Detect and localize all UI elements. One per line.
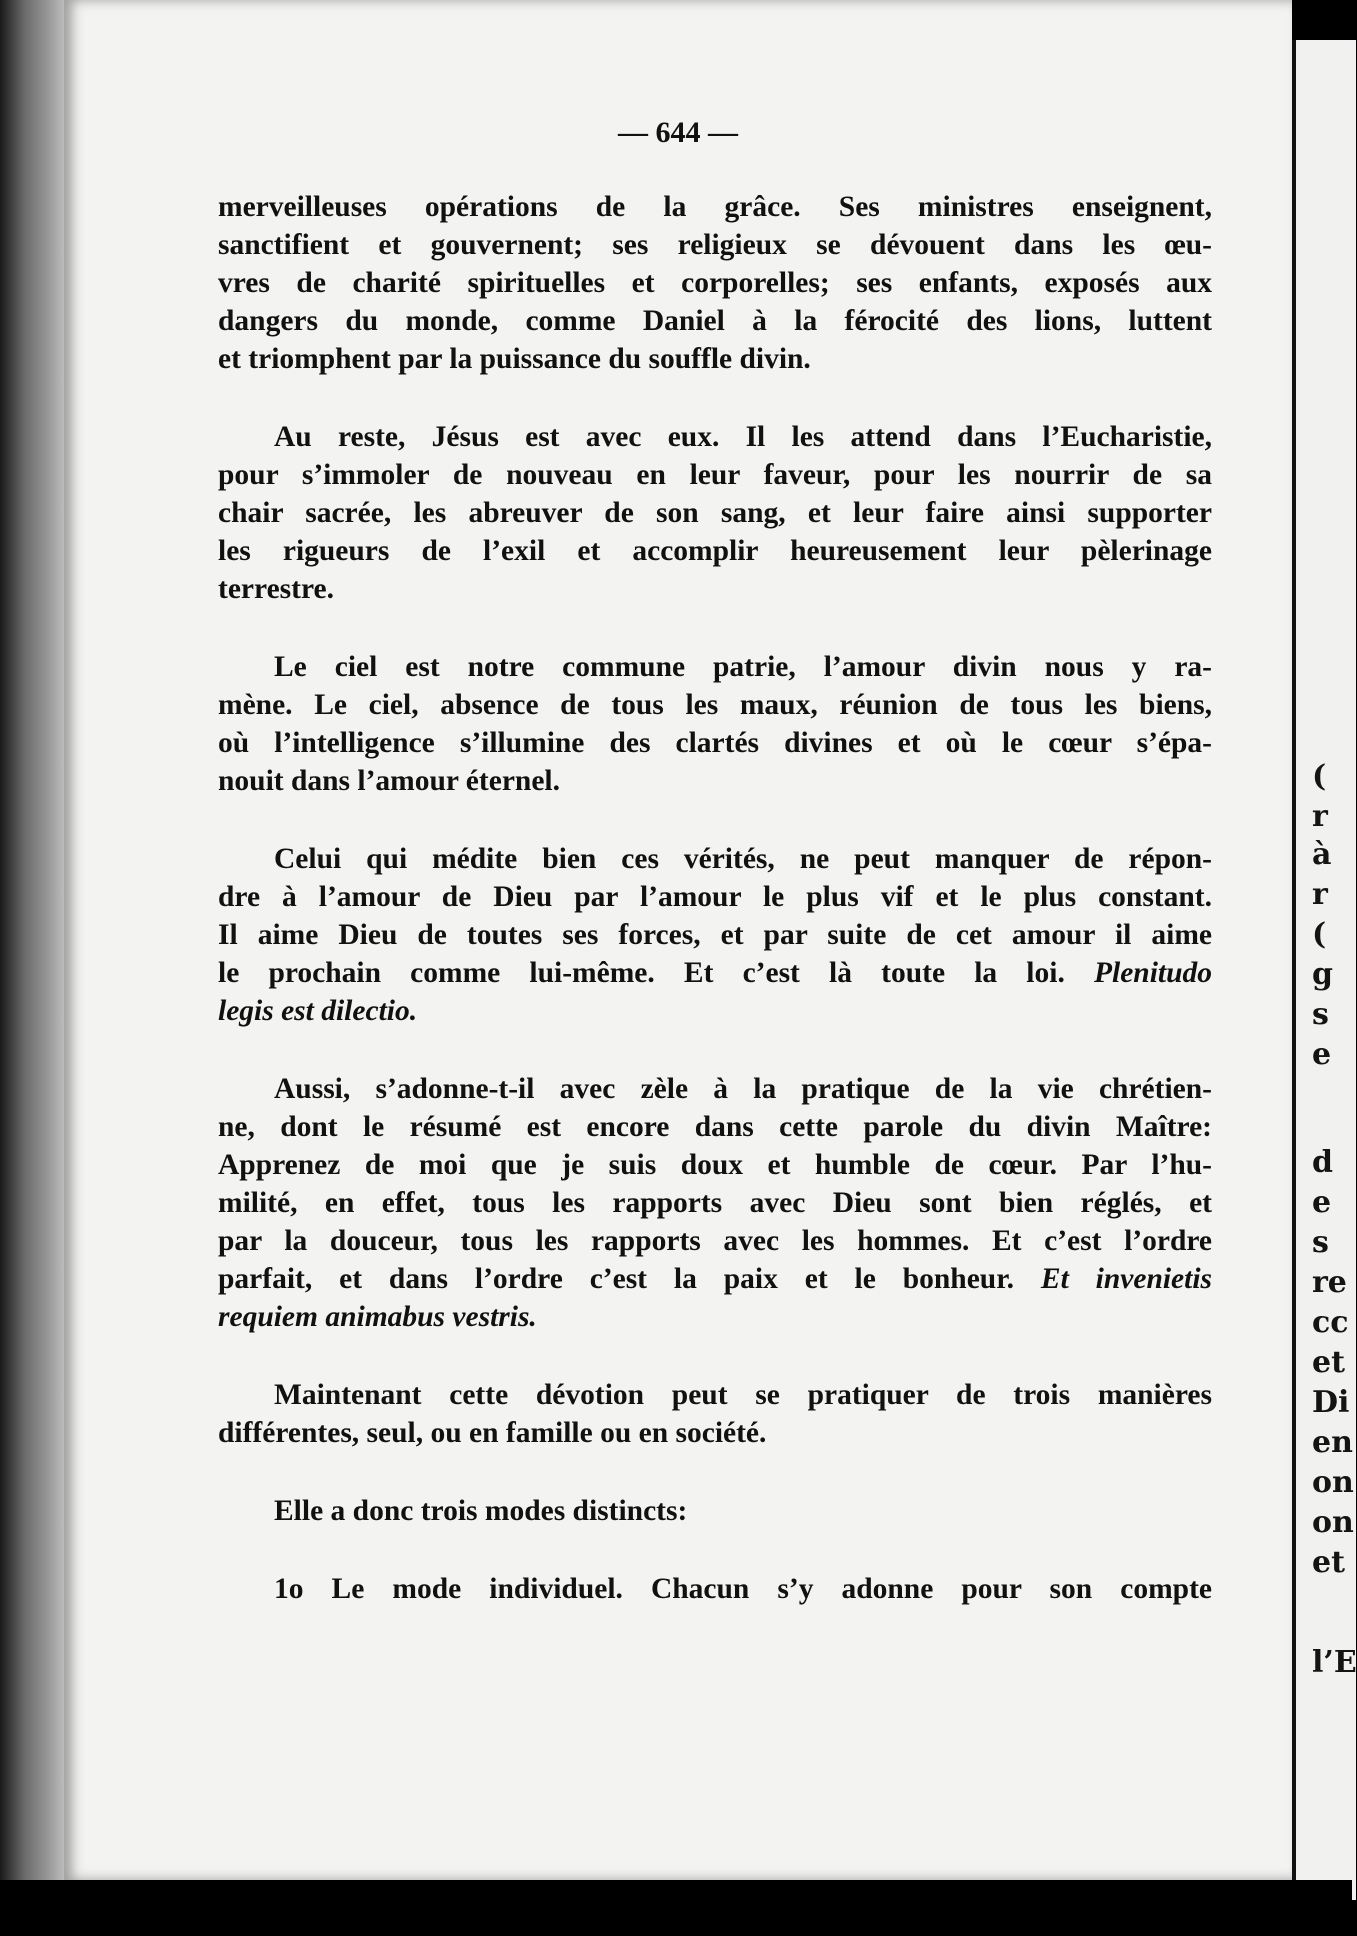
text-line <box>218 992 1212 1030</box>
paragraph-1 <box>218 188 1212 378</box>
text-line: où l’intelligence s’illumine des clartés divines et où le cœur s’épa- <box>218 727 1212 759</box>
facing-text-fragment: e <box>1312 1037 1332 1072</box>
text-line: les rigueurs de l’exil et accomplir heureusement leur pèlerinage <box>218 535 1212 567</box>
text-line <box>218 1260 1212 1298</box>
scan-bottom-border <box>0 1880 1352 1936</box>
text-line: milité, en effet, tous les rapports avec Dieu sont bien réglés, et <box>218 1187 1212 1219</box>
text-fragment: parfait, et dans l’ordre c’est la paix et le bonheur. <box>218 1263 1014 1295</box>
text-line: pour s’immoler de nouveau en leur faveur, pour les nourrir de sa <box>218 459 1212 491</box>
paragraph-2 <box>218 418 1212 608</box>
book-gutter-edge <box>0 0 70 1936</box>
text-line: chair sacrée, les abreuver de son sang, et leur faire ainsi supporter <box>218 497 1212 529</box>
text-line: Au reste, Jésus est avec eux. Il les attend dans l’Eucharistie, <box>274 421 1212 453</box>
facing-text-fragment: ( <box>1312 759 1327 794</box>
text-line: sanctifient et gouvernent; ses religieux se dévouent dans les œu- <box>218 229 1212 261</box>
text-line: Aussi, s’adonne-t-il avec zèle à la pratique de la vie chrétien- <box>274 1073 1212 1105</box>
facing-text-fragment: r <box>1312 877 1328 912</box>
text-line <box>218 954 1212 992</box>
facing-text-fragment: en <box>1312 1425 1353 1460</box>
text-line: Apprenez de moi que je suis doux et humble de cœur. Par l’hu- <box>218 1149 1212 1181</box>
facing-text-fragment: s <box>1312 1225 1329 1260</box>
facing-text-fragment: Di <box>1312 1385 1350 1420</box>
text-line: mène. Le ciel, absence de tous les maux, réunion de tous les biens, <box>218 689 1212 721</box>
text-line: nouit dans l’amour éternel. <box>218 765 560 797</box>
facing-text-fragment: à <box>1312 837 1332 872</box>
page-body <box>218 188 1212 1648</box>
text-line: Maintenant cette dévotion peut se pratiquer de trois manières <box>274 1379 1212 1411</box>
facing-text-fragment: on <box>1312 1465 1354 1500</box>
text-line: Celui qui médite bien ces vérités, ne peut manquer de répon- <box>274 843 1212 875</box>
text-line: Il aime Dieu de toutes ses forces, et par suite de cet amour il aime <box>218 919 1212 951</box>
text-line: Elle a donc trois modes distincts: <box>274 1495 688 1527</box>
text-line: dre à l’amour de Dieu par l’amour le plus vif et le plus constant. <box>218 881 1212 913</box>
facing-text-fragment: s <box>1312 997 1329 1032</box>
text-line: merveilleuses opérations de la grâce. Ses ministres enseignent, <box>218 191 1212 223</box>
text-line: dangers du monde, comme Daniel à la férocité des lions, luttent <box>218 305 1212 337</box>
latin-quote: Plenitudo <box>1094 957 1213 989</box>
text-line: 1o Le mode individuel. Chacun s’y adonne pour son compte <box>274 1573 1212 1605</box>
book-page <box>64 0 1292 1880</box>
text-line: par la douceur, tous les rapports avec les hommes. Et c’est l’ordre <box>218 1225 1212 1257</box>
text-fragment: le prochain comme lui-même. Et c’est là toute la loi. <box>218 957 1065 989</box>
facing-text-fragment: re <box>1312 1265 1347 1300</box>
facing-text-fragment: cc <box>1312 1305 1349 1340</box>
text-line: différentes, seul, ou en famille ou en société. <box>218 1417 767 1449</box>
paragraph-8 <box>218 1570 1212 1608</box>
text-line: ne, dont le résumé est encore dans cette parole du divin Maître: <box>218 1111 1212 1143</box>
latin-quote: legis est dilectio. <box>218 995 418 1027</box>
facing-page-edge <box>1292 40 1356 1900</box>
facing-text-fragment: ( <box>1312 917 1327 952</box>
text-line: vres de charité spirituelles et corporelles; ses enfants, exposés aux <box>218 267 1212 299</box>
paragraph-6 <box>218 1376 1212 1452</box>
latin-quote: Et invenietis <box>1040 1263 1213 1295</box>
facing-text-fragment: e <box>1312 1185 1332 1220</box>
paragraph-3 <box>218 648 1212 800</box>
facing-text-fragment: et <box>1312 1545 1345 1580</box>
text-line: terrestre. <box>218 573 334 605</box>
facing-text-fragment: r <box>1312 799 1328 834</box>
facing-text-fragment: l’E <box>1312 1645 1357 1680</box>
page-number: — 644 — <box>618 116 738 149</box>
facing-text-fragment: d <box>1312 1145 1333 1180</box>
latin-quote: requiem animabus vestris. <box>218 1301 537 1333</box>
text-line: et triomphent par la puissance du souffle divin. <box>218 343 811 375</box>
text-line: Le ciel est notre commune patrie, l’amour divin nous y ra- <box>274 651 1212 683</box>
paragraph-5 <box>218 1070 1212 1336</box>
paragraph-4 <box>218 840 1212 1030</box>
facing-text-fragment: g <box>1312 957 1333 992</box>
text-line <box>218 1298 1212 1336</box>
paragraph-7 <box>218 1492 1212 1530</box>
facing-text-fragment: on <box>1312 1505 1354 1540</box>
facing-text-fragment: et <box>1312 1345 1345 1380</box>
